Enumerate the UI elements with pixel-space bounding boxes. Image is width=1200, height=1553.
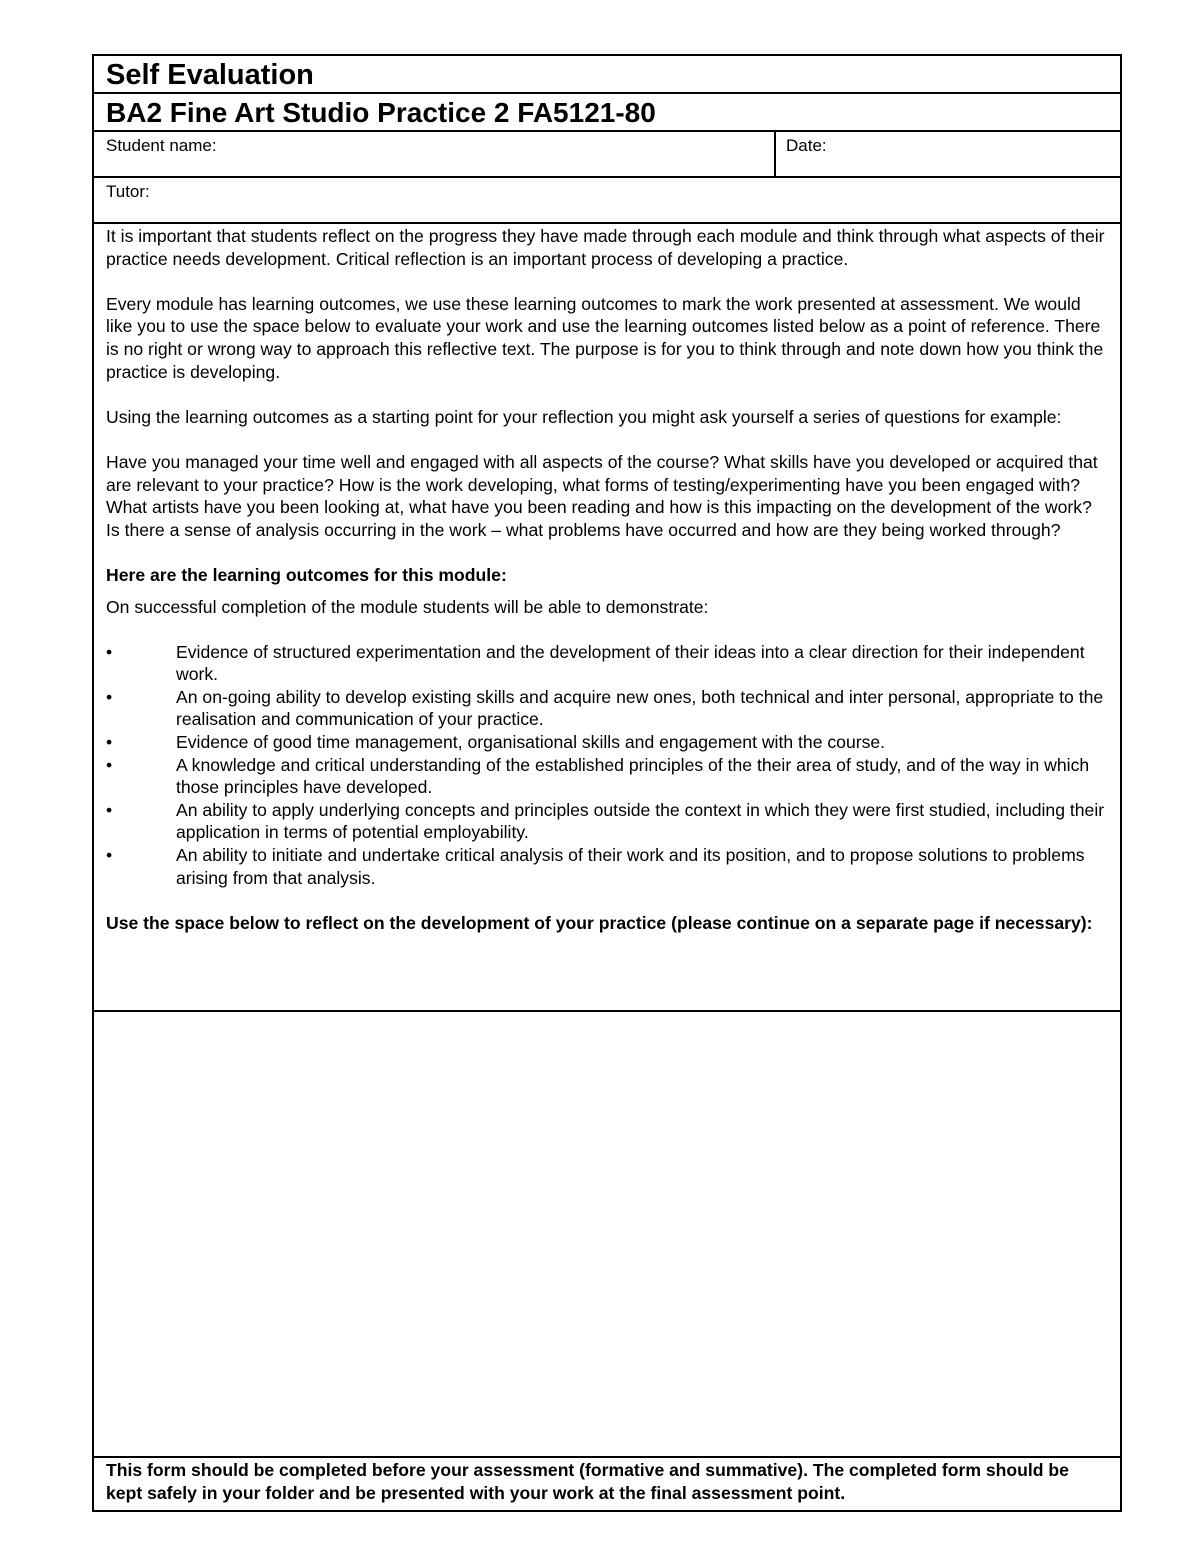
tutor-field[interactable] bbox=[94, 178, 1120, 224]
self-evaluation-form bbox=[92, 54, 1122, 1512]
bullet-icon: • bbox=[106, 754, 113, 775]
intro-paragraph-2: Every module has learning outcomes, we use these learning outcomes to mark the work presented at assessment. We would like you to use the space below to evaluate your work and use the learning outcomes listed below as a point of reference. There is no right or wrong way to approach this reflective text. The purpose is for you to think through and note down how you think the practice is developing. bbox=[106, 293, 1104, 382]
student-date-row bbox=[94, 132, 1120, 178]
learning-outcomes-list bbox=[106, 641, 1108, 890]
footer-note: This form should be completed before your assessment (formative and summative). The completed form should be kept safely in your folder and be presented with your work at the final assessment point. bbox=[106, 1460, 1069, 1503]
form-title: Self Evaluation bbox=[94, 56, 1120, 94]
list-item bbox=[106, 686, 1108, 731]
list-item bbox=[106, 641, 1108, 686]
intro-paragraph-4: Have you managed your time well and engaged with all aspects of the course? What skills have you developed or acquired that are relevant to your practice? How is the work developing, what forms of testing/experimenting have you been engaged with? What artists have you been looking at, what have you been reading and how is this impacting on the development of the work? Is there a sense of analysis occurring in the work – what problems have occurred and how are they being worked through? bbox=[106, 451, 1098, 540]
bullet-icon: • bbox=[106, 799, 113, 820]
module-title: BA2 Fine Art Studio Practice 2 FA5121-80 bbox=[94, 94, 1120, 132]
instructions-section bbox=[94, 224, 1120, 1012]
outcome-text: An on-going ability to develop existing skills and acquire new ones, both technical and inter personal, appropriate to the realisation and communication of your practice. bbox=[176, 686, 1104, 730]
list-item bbox=[106, 754, 1108, 799]
bullet-icon: • bbox=[106, 845, 113, 866]
list-item bbox=[106, 731, 1108, 754]
learning-outcomes-intro: On successful completion of the module students will be able to demonstrate: bbox=[106, 596, 709, 617]
date-field[interactable] bbox=[776, 132, 1120, 176]
bullet-icon: • bbox=[106, 732, 113, 753]
intro-paragraph-1: It is important that students reflect on the progress they have made through each module and think through what aspects of their practice needs development. Critical reflection is an important process of developing a practice. bbox=[106, 226, 1105, 269]
reflection-text-area[interactable] bbox=[94, 1012, 1120, 1458]
list-item bbox=[106, 844, 1108, 889]
list-item bbox=[106, 799, 1108, 844]
outcome-text: An ability to apply underlying concepts and principles outside the context in which they were first studied, including their application in terms of potential employability. bbox=[176, 799, 1105, 843]
tutor-label: Tutor: bbox=[106, 182, 150, 201]
outcome-text: Evidence of good time management, organisational skills and engagement with the course. bbox=[176, 732, 886, 753]
outcome-text: A knowledge and critical understanding of the established principles of the their area of study, and of the way in which those principles have developed. bbox=[176, 754, 1090, 798]
outcome-text: An ability to initiate and undertake critical analysis of their work and its position, and to propose solutions to problems arising from that analysis. bbox=[176, 845, 1085, 888]
outcome-text: Evidence of structured experimentation and the development of their ideas into a clear direction for their independent work. bbox=[176, 641, 1085, 685]
reflection-prompt: Use the space below to reflect on the development of your practice (please continue on a separate page if necessary): bbox=[106, 912, 1093, 933]
date-label: Date: bbox=[786, 136, 827, 155]
bullet-icon: • bbox=[106, 686, 113, 707]
student-name-field[interactable] bbox=[94, 132, 776, 176]
bullet-icon: • bbox=[106, 641, 113, 662]
intro-paragraph-3: Using the learning outcomes as a starting point for your reflection you might ask yourself a series of questions for example: bbox=[106, 406, 1062, 427]
student-name-label: Student name: bbox=[106, 136, 217, 155]
learning-outcomes-heading: Here are the learning outcomes for this module: bbox=[106, 564, 507, 585]
